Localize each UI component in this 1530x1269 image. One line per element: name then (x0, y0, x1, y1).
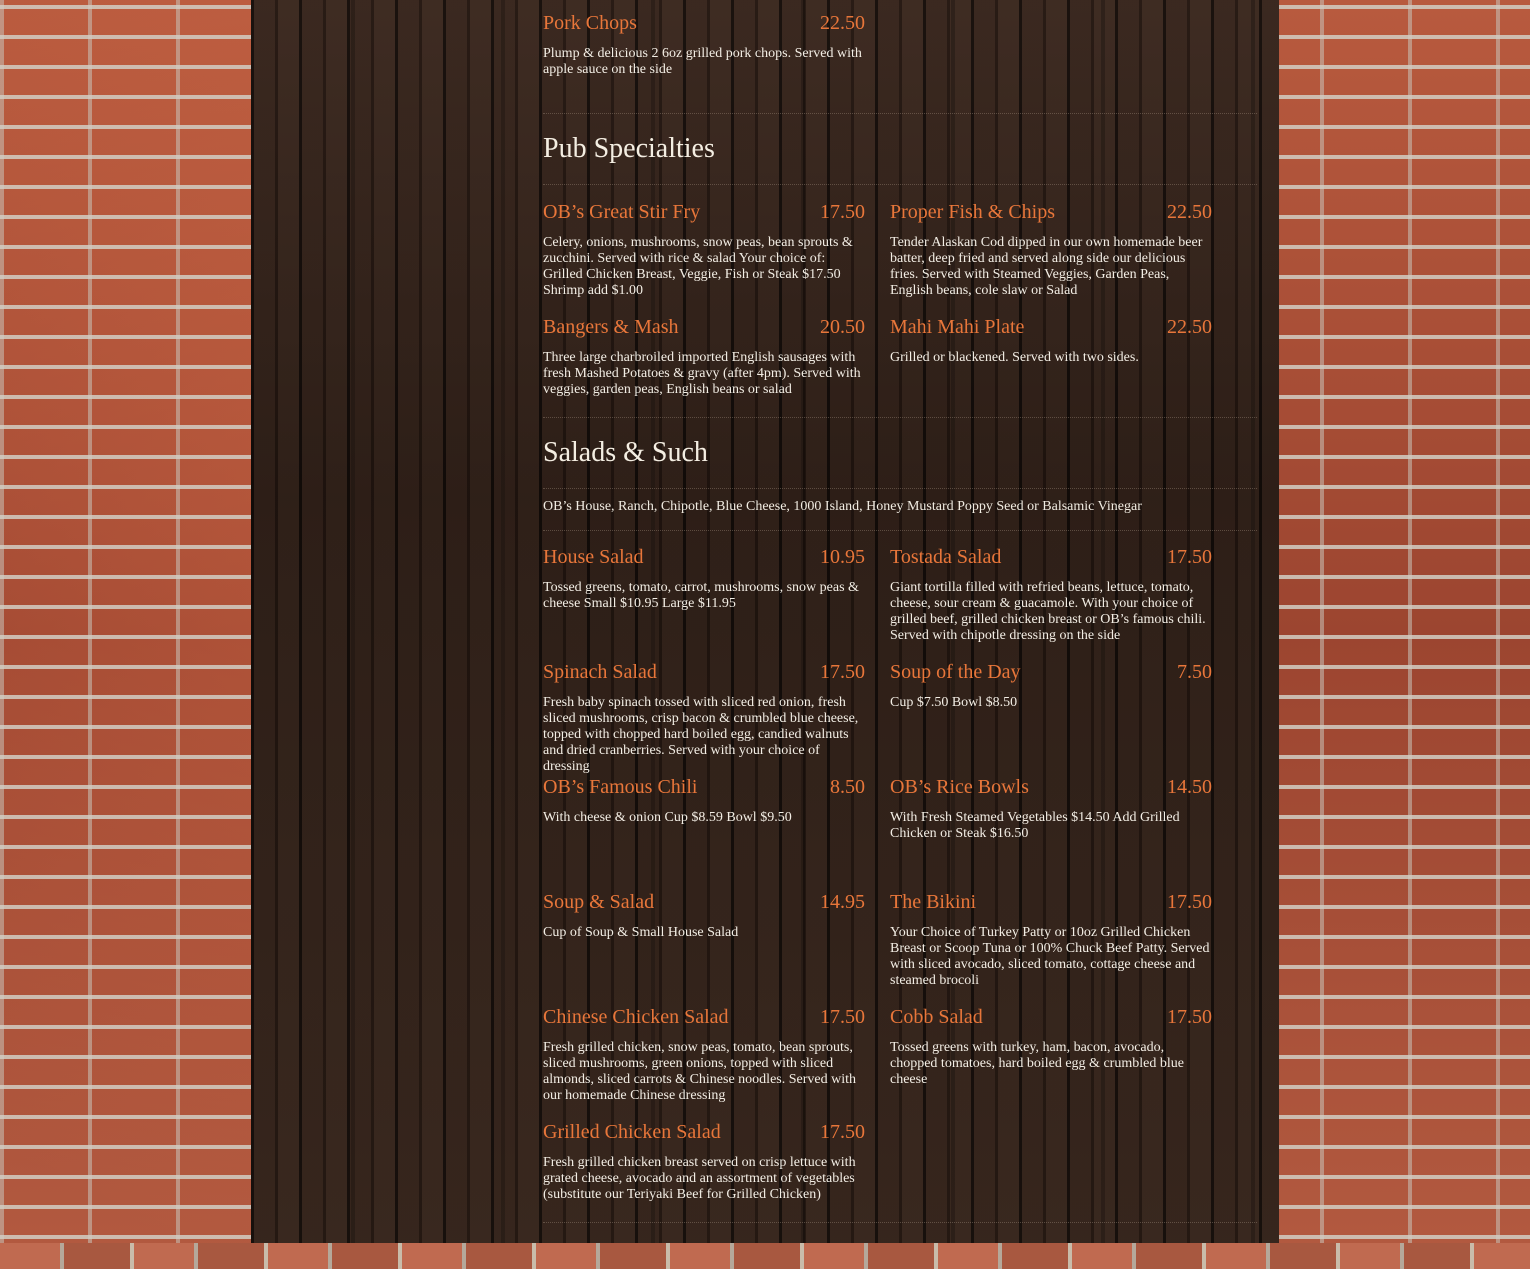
item-price: 22.50 (1167, 201, 1212, 223)
menu-item-house-salad (543, 546, 865, 612)
item-name: Proper Fish & Chips (890, 201, 1056, 223)
item-name: Grilled Chicken Salad (543, 1121, 721, 1143)
item-description: Plump & delicious 2 6oz grilled pork chops. Served with apple sauce on the side (543, 46, 862, 77)
item-description: Celery, onions, mushrooms, snow peas, bean sprouts & zucchini. Served with rice & salad Your choice of: Grilled Chicken Breast, Veggie, Fish or Steak $17.50 Shrimp add $1.00 (543, 235, 853, 298)
item-price: 7.50 (1177, 661, 1212, 683)
item-price: 17.50 (820, 1006, 865, 1028)
item-price: 17.50 (1167, 1006, 1212, 1028)
menu-item-grilled-chicken-salad (543, 1121, 865, 1203)
menu-item-soup-of-the-day (890, 661, 1212, 711)
item-name: Soup of the Day (890, 661, 1021, 683)
section-divider (543, 113, 1257, 114)
item-description: Tossed greens, tomato, carrot, mushrooms, snow peas & cheese Small $10.95 Large $11.95 (543, 580, 859, 611)
item-price: 17.50 (820, 661, 865, 683)
item-price: 8.50 (830, 776, 865, 798)
item-description: Your Choice of Turkey Patty or 10oz Grilled Chicken Breast or Scoop Tuna or 100% Chuck Beef Patty. Served with sliced avocado, sliced tomato, cottage cheese and steamed brocoli (890, 925, 1210, 988)
item-name: The Bikini (890, 891, 977, 913)
item-name: OB’s Great Stir Fry (543, 201, 701, 223)
item-name: Spinach Salad (543, 661, 657, 683)
menu-item-bikini (890, 891, 1212, 989)
item-price: 10.95 (820, 546, 865, 568)
section-divider (543, 184, 1257, 185)
menu-item-cobb-salad (890, 1006, 1212, 1088)
section-divider (543, 1222, 1257, 1223)
item-description: Fresh grilled chicken breast served on crisp lettuce with grated cheese, avocado and an assortment of vegetables (substitute our Teriyaki Beef for Grilled Chicken) (543, 1155, 856, 1202)
item-price: 22.50 (1167, 316, 1212, 338)
menu-item-spinach-salad (543, 661, 865, 775)
item-price: 17.50 (1167, 546, 1212, 568)
item-name: Bangers & Mash (543, 316, 679, 338)
item-name: Pork Chops (543, 12, 637, 34)
menu-item-stir-fry (543, 201, 865, 299)
menu-item-famous-chili (543, 776, 865, 826)
item-description: Cup $7.50 Bowl $8.50 (890, 695, 1018, 710)
item-name: Mahi Mahi Plate (890, 316, 1025, 338)
menu-item-fish-chips (890, 201, 1212, 299)
item-price: 20.50 (820, 316, 865, 338)
menu-item-mahi-mahi (890, 316, 1212, 366)
menu-item-rice-bowls (890, 776, 1212, 842)
item-price: 17.50 (1167, 891, 1212, 913)
item-name: OB’s Famous Chili (543, 776, 698, 798)
brick-wall-strip (0, 1243, 1530, 1269)
item-name: Soup & Salad (543, 891, 655, 913)
section-title-salads: Salads & Such (543, 437, 708, 468)
dressing-options-note: OB’s House, Ranch, Chipotle, Blue Cheese, 1000 Island, Honey Mustard Poppy Seed or Balsamic Vinegar (543, 499, 1142, 514)
item-description: With cheese & onion Cup $8.59 Bowl $9.50 (543, 810, 792, 825)
section-title-pub-specialties: Pub Specialties (543, 133, 715, 164)
menu-item-tostada-salad (890, 546, 1212, 644)
section-divider (543, 530, 1257, 531)
menu-item-soup-salad (543, 891, 865, 941)
item-description: Cup of Soup & Small House Salad (543, 925, 739, 940)
item-price: 17.50 (820, 201, 865, 223)
section-divider (543, 417, 1257, 418)
item-description: Three large charbroiled imported English sausages with fresh Mashed Potatoes & gravy (after 4pm). Served with veggies, garden peas, English beans or salad (543, 350, 861, 397)
item-description: With Fresh Steamed Vegetables $14.50 Add Grilled Chicken or Steak $16.50 (890, 810, 1180, 841)
item-name: Cobb Salad (890, 1006, 983, 1028)
item-name: Tostada Salad (890, 546, 1002, 568)
item-description: Fresh baby spinach tossed with sliced red onion, fresh sliced mushrooms, crisp bacon & crumbled blue cheese, topped with chopped hard boiled egg, candied walnuts and dried cranberries. Served with your choice of dressing (543, 695, 859, 774)
item-price: 14.50 (1167, 776, 1212, 798)
item-description: Tossed greens with turkey, ham, bacon, avocado, chopped tomatoes, hard boiled egg & crumbled blue cheese (890, 1040, 1184, 1087)
item-description: Giant tortilla filled with refried beans, lettuce, tomato, cheese, sour cream & guacamole. With your choice of grilled beef, grilled chicken breast or OB’s famous chili. Served with chipotle dressing on the side (890, 580, 1206, 643)
item-description: Grilled or blackened. Served with two sides. (890, 350, 1139, 365)
item-price: 17.50 (820, 1121, 865, 1143)
menu-item-chinese-chicken-salad (543, 1006, 865, 1104)
menu-item-bangers-mash (543, 316, 865, 398)
item-description: Tender Alaskan Cod dipped in our own homemade beer batter, deep fried and served along side our delicious fries. Served with Steamed Veggies, Garden Peas, English beans, cole slaw or Salad (890, 235, 1203, 298)
item-name: House Salad (543, 546, 644, 568)
item-price: 22.50 (820, 12, 865, 34)
item-name: Chinese Chicken Salad (543, 1006, 729, 1028)
item-description: Fresh grilled chicken, snow peas, tomato, bean sprouts, sliced mushrooms, green onions, topped with sliced almonds, sliced carrots & Chinese noodles. Served with our homemade Chinese dressing (543, 1040, 856, 1103)
item-price: 14.95 (820, 891, 865, 913)
item-name: OB’s Rice Bowls (890, 776, 1029, 798)
menu-item-pork-chops (543, 12, 865, 78)
section-divider (543, 488, 1257, 489)
